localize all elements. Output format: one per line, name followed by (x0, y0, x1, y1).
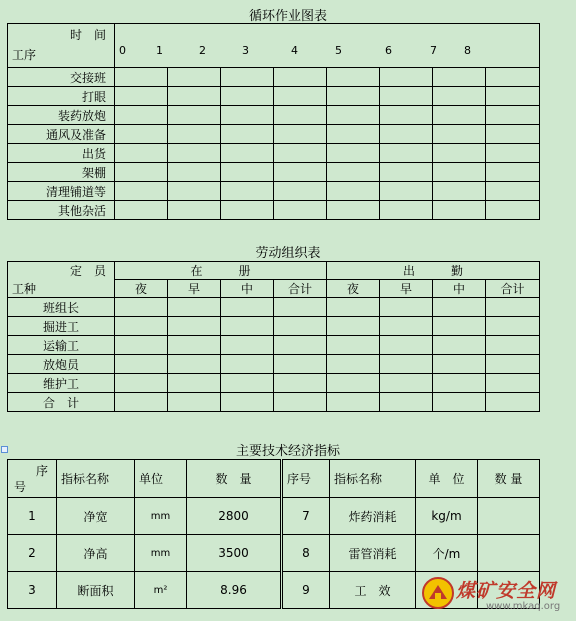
cycle-row-label: 打眼 (8, 87, 115, 106)
hour-mark: 4 (291, 44, 298, 57)
unit2-header: 单 位 (416, 460, 478, 498)
tech-table-title: 主要技术经济指标 (235, 444, 340, 459)
cycle-row-label: 出货 (8, 144, 115, 163)
name2-cell: 雷管消耗 (330, 535, 416, 572)
name-header: 指标名称 (57, 460, 135, 498)
qty-cell: 2800 (187, 498, 282, 535)
hour-mark: 6 (385, 44, 392, 57)
hour-mark: 3 (242, 44, 249, 57)
seq2-cell: 7 (282, 498, 330, 535)
watermark-text: 煤矿安全网 (456, 580, 557, 602)
qty2-header: 数 量 (478, 460, 540, 498)
hour-mark: 2 (199, 44, 206, 57)
enrolled-group-header: 在 册 (115, 262, 327, 280)
seq-header: 序 号 (8, 460, 57, 498)
unit-cell: mm (135, 535, 187, 572)
seq2-cell: 9 (282, 572, 330, 609)
hour-scale-cell (115, 24, 540, 68)
labor-row-label: 放炮员 (8, 355, 115, 374)
qty2-cell (478, 535, 540, 572)
seq-cell: 2 (8, 535, 57, 572)
attendance-group-header: 出 勤 (327, 262, 540, 280)
cycle-row-label: 通风及准备 (8, 125, 115, 144)
labor-row-label: 掘进工 (8, 317, 115, 336)
qty-cell: 8.96 (187, 572, 282, 609)
name-cell: 断面积 (57, 572, 135, 609)
qty2-cell (478, 498, 540, 535)
unit-header: 单位 (135, 460, 187, 498)
hour-mark: 7 (430, 44, 437, 57)
seq2-cell: 8 (282, 535, 330, 572)
shift-header: 夜 (327, 280, 380, 298)
name2-cell: 炸药消耗 (330, 498, 416, 535)
labor-row-label: 班组长 (8, 298, 115, 317)
cycle-row-label: 清理铺道等 (8, 182, 115, 201)
shift-header: 合计 (274, 280, 327, 298)
shift-header: 中 (221, 280, 274, 298)
name2-header: 指标名称 (330, 460, 416, 498)
qty-header: 数 量 (187, 460, 282, 498)
cycle-row-label: 其他杂活 (8, 201, 115, 220)
shift-header: 早 (168, 280, 221, 298)
labor-row-label: 运输工 (8, 336, 115, 355)
qty-cell: 3500 (187, 535, 282, 572)
cycle-table (7, 23, 540, 220)
cycle-row-label: 装药放炮 (8, 106, 115, 125)
shift-header: 合计 (486, 280, 540, 298)
labor-row-label: 维护工 (8, 374, 115, 393)
seq2-header: 序号 (282, 460, 330, 498)
shift-header: 早 (380, 280, 433, 298)
cycle-row-label: 交接班 (8, 68, 115, 87)
hour-mark: 8 (464, 44, 471, 57)
cycle-header-cell (8, 24, 115, 68)
watermark-url: www.mkaq.org (486, 601, 561, 612)
labor-table-title: 劳动组织表 (255, 246, 321, 261)
shift-header: 中 (433, 280, 486, 298)
unit-cell: m² (135, 572, 187, 609)
name-cell: 净宽 (57, 498, 135, 535)
cycle-row-label: 架棚 (8, 163, 115, 182)
hour-mark: 0 (119, 44, 126, 57)
staff-header: 定 员 (8, 262, 115, 280)
seq-cell: 3 (8, 572, 57, 609)
shift-header: 夜 (115, 280, 168, 298)
hour-mark: 5 (335, 44, 342, 57)
process-header: 工序 (12, 48, 37, 62)
type-header: 工种 (8, 280, 115, 298)
time-header: 时 间 (69, 28, 106, 42)
seq-cell: 1 (8, 498, 57, 535)
mine-logo-icon (421, 576, 455, 610)
labor-row-label: 合 计 (8, 393, 115, 412)
unit2-cell: 个/m (416, 535, 478, 572)
cycle-table-title: 循环作业图表 (248, 9, 327, 24)
unit2-cell: kg/m (416, 498, 478, 535)
labor-table (7, 261, 540, 412)
unit-cell: mm (135, 498, 187, 535)
name2-cell: 工 效 (330, 572, 416, 609)
hour-mark: 1 (156, 44, 163, 57)
name-cell: 净高 (57, 535, 135, 572)
